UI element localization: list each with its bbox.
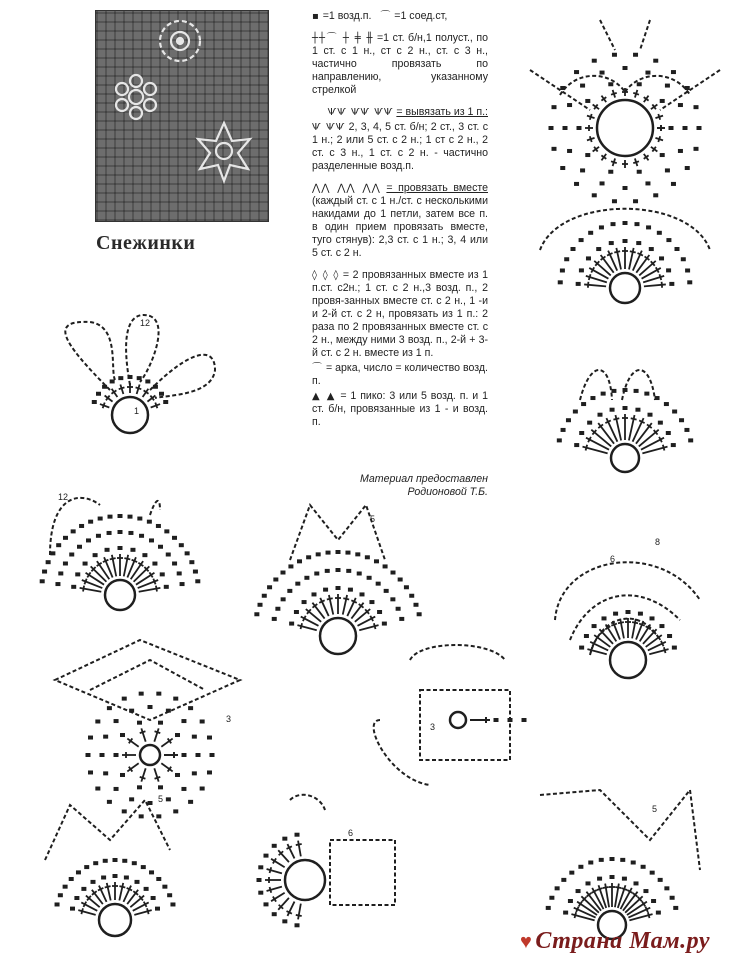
chain-stitch-icon: ▪	[312, 11, 320, 22]
d1-center-label: 1	[134, 406, 140, 416]
d3-label: 5	[370, 514, 376, 524]
site-watermark: ♥ Страна Мам.ру	[520, 928, 710, 954]
d10-label: 6	[348, 828, 354, 838]
diagram-10	[45, 800, 175, 936]
arch-icon: ⌒	[312, 363, 324, 374]
d1-arc-label: 12	[140, 318, 151, 328]
d5-arc-label: 8	[655, 537, 661, 547]
diagram-6	[557, 370, 693, 472]
legend-decrease: ⋀⋀ ⋀⋀ ⋀⋀ = провязать вместе (каждый ст. с 1 н./ст. с несколькими накидами до 1 петли, затем все п. в один прием провязать вместе, туго стянув): 2,3 ст. с 1 н.; 3, 4 или 5 ст. с 2 н.	[312, 182, 488, 259]
increase-small-icon: Ѱ ѰѰ	[312, 122, 346, 133]
page-title: Снежинки	[96, 232, 196, 254]
diagram-1	[65, 315, 215, 433]
legend-increase-detail: Ѱ ѰѰ 2, 3, 4, 5 ст. б/н; 2 ст., 3 ст. с 1 н.; 2 или 5 ст. с 2 н.; 1 ст с 2 н., 2 ст. с 3 н., 1 ст. с 2 н. - частично разделенные возд.п.	[312, 121, 488, 172]
diagram-8	[55, 640, 240, 818]
heart-icon: ♥	[520, 931, 533, 953]
legend-clusters: ◊ ◊ ◊ = 2 провязанных вместе из 1 п.ст. с2н.; 1 ст. с 2 н.,3 возд. п., 2 провя-занных вместе ст. с 2 н., 1 -и и 2-й ст. с 2 н, провязать из 1 п.: 2 раза по 2 провязанных вместе ст. с 2 н., между ними 3 возд. п., 2-й + 3-й ст. с 2 н. вместе из 1 п.	[312, 269, 488, 359]
legend-increase: ѰѰ ѰѰ ѰѰ = вывязать из 1 п.:	[327, 106, 488, 118]
diagram-4	[530, 20, 720, 203]
diagram-5	[540, 209, 710, 303]
picot-icon: ▲ ▲	[312, 391, 337, 402]
legend-chain: ▪ =1 возд.п. ⌒ =1 соед.ст,	[312, 10, 448, 22]
legend-arch: ⌒ = арка, число = количество возд. п.	[312, 362, 488, 387]
d9-label: 5	[158, 794, 164, 804]
slip-stitch-icon: ⌒	[380, 11, 392, 22]
decrease-symbols-icon: ⋀⋀ ⋀⋀ ⋀⋀	[312, 183, 381, 194]
stitch-symbols-icon: ┼┼⌒ ┼ ╪ ╫	[312, 33, 374, 44]
diagram-3	[254, 505, 421, 654]
diagram-12	[540, 790, 700, 939]
increase-symbols-icon: ѰѰ ѰѰ ѰѰ	[327, 107, 394, 118]
d11-label: 5	[652, 804, 658, 814]
legend-stitches: ┼┼⌒ ┼ ╪ ╫ =1 ст. б/н,1 полуст., по 1 ст. с 1 н., ст с 2 н., ст. с 3 н., частично провязать по направлению, указанному стрелкой	[312, 32, 488, 96]
material-credit: Материал предоставлен Родионовой Т.Б.	[359, 473, 488, 498]
d8-label: 3	[430, 722, 436, 732]
diagram-11	[257, 795, 396, 928]
d5-label: 6	[610, 554, 616, 564]
diagram-2	[40, 498, 201, 610]
cluster-symbols-icon: ◊ ◊ ◊	[312, 270, 340, 281]
diagram-9	[374, 645, 527, 785]
d2-arc-label: 12	[58, 492, 69, 502]
diagram-7	[555, 562, 700, 678]
legend-picot: ▲ ▲ = 1 пико: 3 или 5 возд. п. и 1 ст. б/н, провязанные из 1 - и возд. п.	[312, 390, 489, 428]
d7-label: 3	[226, 714, 232, 724]
